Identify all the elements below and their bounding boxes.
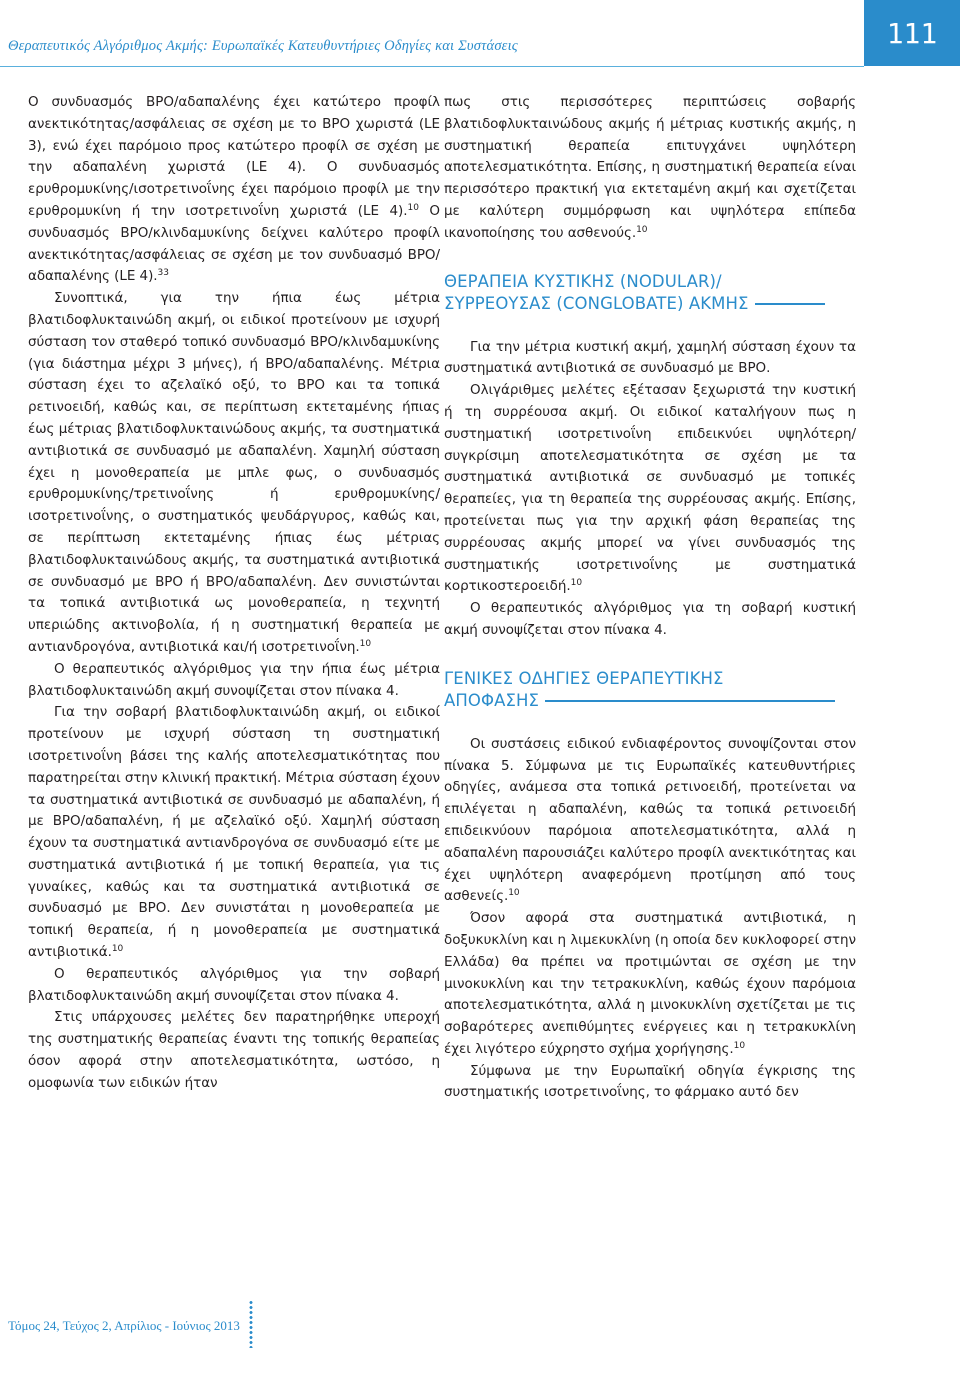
paragraph bbox=[444, 380, 856, 598]
paragraph bbox=[444, 92, 856, 245]
heading-line: ΣΥΡΡΕΟΥΣΑΣ (CONGLOBATE) ΑΚΜΗΣ bbox=[444, 293, 749, 313]
left-column bbox=[28, 92, 440, 1095]
paragraph bbox=[444, 908, 856, 1061]
reference: 10 bbox=[359, 638, 372, 649]
paragraph-text: Ο συνδυασμός ΒΡΟ/αδαπαλένης έχει κατώτερο προφίλ ανεκτικότητας/ασφάλειας σε σχέση με το ΒΡΟ χωριστά (LE 3), ενώ έχει παρόμοιο προς κατώτερο προφίλ σε σχέση με την αδαπαλένη χωριστά (LE 4). Ο συνδυασμός ερυθρομυκίνης/ισοτρετινοΐνης έχει παρόμοιο προφίλ με την ερυθρομυκίνη ή την ισοτρετινοΐνη χωριστά (LE 4). bbox=[28, 94, 440, 219]
paragraph-text: Ολιγάριθμες μελέτες εξέτασαν ξεχωριστά την κυστική ή τη συρρέουσα ακμή. Οι ειδικοί καταλήγουν πως η συστηματική ισοτρετινοΐνη επιδεικνύει υψηλότερη/συγκρίσιμη αποτελεσματικότητα σε σχέση με τα συστηματικά αντιβιοτικά σε συνδυασμό με τοπικές θεραπείες, για τη θεραπεία της συρρέουσας ακμής. Επίσης, προτείνεται πως για την αρχική φάση θεραπείας της συρρέουσας ακμής μπορεί να γίνει συνδυασμός της συστηματικής ισοτρετινοΐνης με συστηματικά κορτικοστεροειδή. bbox=[444, 382, 856, 595]
page-number: 111 bbox=[886, 16, 938, 50]
paragraph: Στις υπάρχουσες μελέτες δεν παρατηρήθηκε υπεροχή της συστηματικής θεραπείας έναντι της τοπικής θεραπείας όσον αφορά στην αποτελεσματικότητα, ωστόσο, η ομοφωνία των ειδικών ήταν bbox=[28, 1009, 440, 1091]
section-heading-nodular bbox=[444, 271, 856, 315]
paragraph: Ο θεραπευτικός αλγόριθμος για την σοβαρή βλατιδοφλυκταινώδη ακμή συνοψίζεται στον πίνακα 4. bbox=[28, 965, 440, 1004]
reference: 10 bbox=[733, 1040, 746, 1051]
paragraph-text: Ο συνδυασμός ΒΡΟ/κλινδαμυκίνης δείχνει καλύτερο προφίλ ανεκτικότητας/ασφάλειας σε σχέση με τον συνδυασμό ΒΡΟ/αδαπαλένης (LE 4). bbox=[28, 202, 440, 285]
paragraph: Σύμφωνα με την Ευρωπαϊκή οδηγία έγκρισης της συστηματικής ισοτρετινοΐνης, το φάρμακο αυτό δεν bbox=[444, 1062, 856, 1101]
heading-line: ΘΕΡΑΠΕΙΑ ΚΥΣΤΙΚΗΣ (NODULAR)/ bbox=[444, 271, 722, 291]
paragraph: Ο θεραπευτικός αλγόριθμος για τη σοβαρή κυστική ακμή συνοψίζεται στον πίνακα 4. bbox=[444, 600, 856, 638]
paragraph bbox=[28, 702, 440, 964]
running-header-title: Θεραπευτικός Αλγόριθμος Ακμής: Ευρωπαϊκές Κατευθυντήριες Οδηγίες και Συστάσεις bbox=[8, 38, 518, 54]
paragraph bbox=[444, 734, 856, 908]
reference: 10 bbox=[407, 202, 419, 213]
heading-rule bbox=[755, 303, 825, 305]
paragraph bbox=[28, 288, 440, 659]
paragraph bbox=[28, 92, 440, 288]
paragraph-text: πως στις περισσότερες περιπτώσεις σοβαρής βλατιδοφλυκταινώδους ακμής ή μέτριας κυστικής ακμής, η συστηματική θεραπεία επιτυγχάνει υψηλότερη αποτελεσματικότητα. Επίσης, η συστηματική θεραπεία είναι περισσότερο πρακτική για εκτεταμένη ακμή και σχετίζεται με καλύτερη συμμόρφωση και υψηλότερα επίπεδα ικανοποίησης του ασθενούς. bbox=[444, 94, 856, 241]
heading-line: ΑΠΟΦΑΣΗΣ bbox=[444, 690, 540, 710]
header-divider bbox=[0, 66, 864, 67]
footer-dots bbox=[249, 1300, 253, 1348]
reference: 10 bbox=[508, 888, 520, 899]
paragraph-text: Οι συστάσεις ειδικού ενδιαφέροντος συνοψίζονται στον πίνακα 5. Σύμφωνα με τις Ευρωπαϊκές κατευθυντήριες οδηγίες, ανάμεσα στα τοπικά ρετινοειδή, προτείνεται να επιλέγεται η αδαπαλένη, καθώς τα τοπικά ρετινοειδή επιδεικνύουν παρόμοια αποτελεσματικότητα, αλλά η αδαπαλένη παρουσιάζει καλύτερο προφίλ ανεκτικότητας και έχει υψηλότερη αναφερόμενη προτίμηση από τους ασθενείς. bbox=[444, 735, 856, 905]
section-heading-general bbox=[444, 668, 856, 712]
paragraph-text: Για την σοβαρή βλατιδοφλυκταινώδη ακμή, οι ειδικοί προτείνουν με ισχυρή σύσταση τη συστηματική ισοτρετινοΐνη βάσει της καλής αποτελεσματικότητας που παρατηρείται στην κλινική πρακτική. Μέτρια σύσταση έχουν τα συστηματικά αντιβιοτικά σε συνδυασμό με αδαπαλένη, ή με ΒΡΟ/αδαπαλένη, ή με αζελαϊκό οξύ. Χαμηλή σύσταση έχουν τα συστηματικά αντιανδρογόνα σε συνδυασμό είτε με συστηματικά αντιβιοτικά ή με τοπική θεραπεία, για τις γυναίκες, καθώς και τα συστηματικά αντιβιοτικά σε συνδυασμό με ΒΡΟ. Δεν συνιστάται η μονοθεραπεία με τοπική θεραπεία, ή η μονοθεραπεία με συστηματικά αντιβιοτικά. bbox=[28, 704, 441, 961]
right-column bbox=[444, 92, 856, 1104]
reference: 10 bbox=[636, 224, 648, 235]
reference: 33 bbox=[157, 268, 169, 279]
paragraph-text: Όσον αφορά στα συστηματικά αντιβιοτικά, η δοξυκυκλίνη και η λιμεκυκλίνη (η οποία δεν κυκλοφορεί στην Ελλάδα) θα πρέπει να προτιμώνται σε σχέση με την μινοκυκλίνη και την τετρακυκλίνη, καθώς έχουν παρόμοια αποτελεσματικότητα, αλλά η μινοκυκλίνη σχετίζεται με τις σοβαρότερες ανεπιθύμητες ενέργειες και η τετρακυκλίνη έχει λιγότερο εύχρηστο σχήμα χορήγησης. bbox=[444, 910, 856, 1057]
footer-issue: Τόμος 24, Τεύχος 2, Απρίλιος - Ιούνιος 2013 bbox=[8, 1318, 240, 1333]
paragraph: Για την μέτρια κυστική ακμή, χαμηλή σύσταση έχουν τα συστηματικά αντιβιοτικά σε συνδυασμό με ΒΡΟ. bbox=[444, 338, 856, 377]
reference: 10 bbox=[570, 578, 582, 589]
paragraph-text: Συνοπτικά, για την ήπια έως μέτρια βλατιδοφλυκταινώδη ακμή, οι ειδικοί προτείνουν με ισχυρή σύσταση τον σταθερό τοπικό συνδυασμό ΒΡΟ/κλινδαμυκίνης (για διάστημα μέχρι 3 μήνες), ή ΒΡΟ/αδαπαλένης. Μέτρια σύσταση έχει το αζελαϊκό οξύ, το ΒΡΟ και τα τοπικά ρετινοειδή, καθώς και, σε περίπτωση εκτεταμένης ήπιας έως μέτριας βλατιδοφλυκταινώδους ακμής, τα συστηματικά αντιβιοτικά σε συνδυασμό με αδαπαλένη. Χαμηλή σύσταση έχει η μονοθεραπεία με μπλε φως, ο συνδυασμός ερυθρομυκίνης/τρετινοΐνης ή ερυθρομυκίνης/ισοτρετινοΐνης, ο συστηματικός ψευδάργυρος, καθώς και, σε περίπτωση εκτεταμένης ήπιας έως μέτριας βλατιδοφλυκταινώδους ακμής, τα συστηματικά αντιβιοτικά σε συνδυασμό με ΒΡΟ ή ΒΡΟ/αδαπαλένη. Δεν συνιστώνται τα τοπικά αντιβιοτικά ως μονοθεραπεία, η τεχνητή υπεριώδης ακτινοβολία, ή η συστηματική θεραπεία με αντιανδρογόνα, αντιβιοτικά και/ή ισοτρετινοΐνη. bbox=[28, 290, 440, 655]
heading-rule bbox=[545, 700, 835, 702]
heading-line: ΓΕΝΙΚΕΣ ΟΔΗΓΙΕΣ ΘΕΡΑΠΕΥΤΙΚΗΣ bbox=[444, 668, 724, 688]
paragraph: Ο θεραπευτικός αλγόριθμος για την ήπια έως μέτρια βλατιδοφλυκταινώδη ακμή συνοψίζεται στον πίνακα 4. bbox=[28, 660, 440, 699]
reference: 10 bbox=[111, 944, 124, 955]
